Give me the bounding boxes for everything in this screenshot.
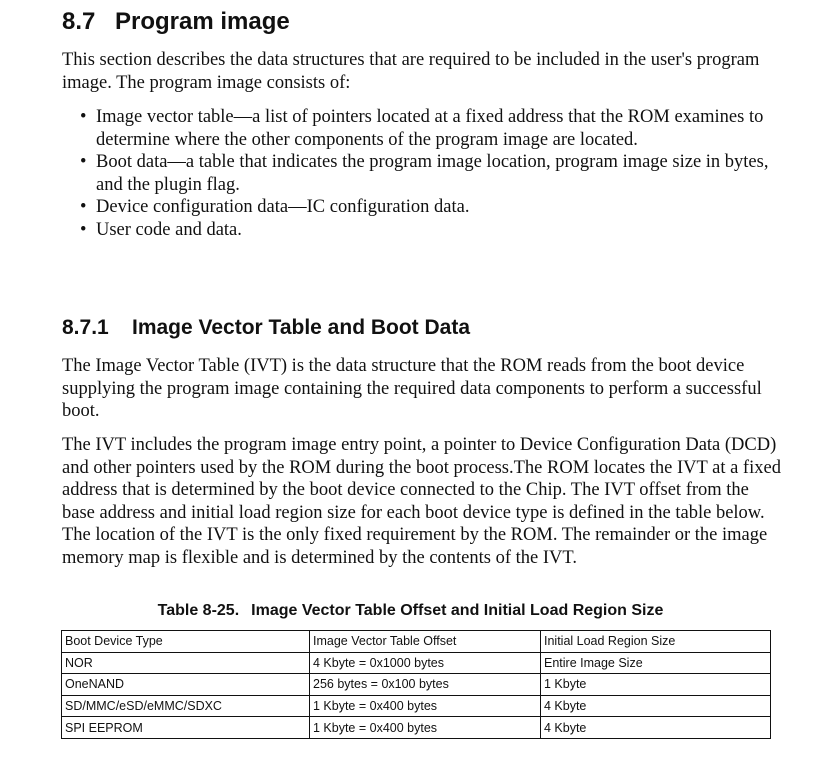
table-header-cell: Initial Load Region Size <box>541 631 771 653</box>
section-intro: This section describes the data structures that are required to be included in the user's program image. The program image consists of: <box>62 50 760 93</box>
section-heading <box>62 8 290 36</box>
section-title: Program image <box>115 8 290 35</box>
table-caption-text: Image Vector Table Offset and Initial Load Region Size <box>251 602 664 619</box>
table-cell: Entire Image Size <box>541 652 771 674</box>
list-item <box>80 196 770 219</box>
table-cell: SPI EEPROM <box>62 717 310 739</box>
table-header-cell: Image Vector Table Offset <box>310 631 541 653</box>
table-cell: NOR <box>62 652 310 674</box>
subsection-title: Image Vector Table and Boot Data <box>132 316 471 339</box>
paragraph: The IVT includes the program image entry point, a pointer to Device Configuration Data (DCD) and other pointers used by the ROM during the boot process.The ROM locates the IVT at a fixed address that is determined by the boot device connected to the Chip. The IVT offset from the base address and initial load region size for each boot device type is defined in the table below. The location of the IVT is the only fixed requirement by the ROM. The remainder or the image memory map is flexible and is determined by the contents of the IVT. <box>62 435 781 568</box>
table-cell: 4 Kbyte <box>541 717 771 739</box>
subsection-number: 8.7.1 <box>62 316 109 339</box>
table-caption <box>0 602 821 620</box>
table-number: Table 8-25. <box>157 602 240 619</box>
table-row <box>62 652 771 674</box>
table-cell: 256 bytes = 0x100 bytes <box>310 674 541 696</box>
list-item <box>80 106 770 151</box>
table-row <box>62 717 771 739</box>
table-cell: 1 Kbyte = 0x400 bytes <box>310 695 541 717</box>
bullet-marker: • <box>80 152 87 172</box>
table-cell: 4 Kbyte = 0x1000 bytes <box>310 652 541 674</box>
table-header-row <box>62 631 771 653</box>
list-item <box>80 219 770 242</box>
list-item-text: Image vector table—a list of pointers located at a fixed address that the ROM examines to determine where the other components of the program image are located. <box>96 107 764 150</box>
bullet-marker: • <box>80 107 87 127</box>
subsection-heading <box>62 316 470 340</box>
table-cell: OneNAND <box>62 674 310 696</box>
list-item-text: Boot data—a table that indicates the program image location, program image size in bytes, and the plugin flag. <box>96 152 769 195</box>
section-number: 8.7 <box>62 8 96 35</box>
bullet-list <box>80 106 770 241</box>
list-item <box>80 151 770 196</box>
table-cell: 1 Kbyte = 0x400 bytes <box>310 717 541 739</box>
ivt-offset-table <box>61 630 771 739</box>
table-row <box>62 674 771 696</box>
list-item-text: User code and data. <box>96 219 242 240</box>
table-cell: 1 Kbyte <box>541 674 771 696</box>
paragraph: The Image Vector Table (IVT) is the data structure that the ROM reads from the boot device supplying the program image containing the required data components to perform a successful boot. <box>62 356 762 421</box>
bullet-marker: • <box>80 197 87 217</box>
table-header-cell: Boot Device Type <box>62 631 310 653</box>
table-row <box>62 695 771 717</box>
table-cell: 4 Kbyte <box>541 695 771 717</box>
bullet-marker: • <box>80 219 87 240</box>
table-cell: SD/MMC/eSD/eMMC/SDXC <box>62 695 310 717</box>
list-item-text: Device configuration data—IC configuration data. <box>96 197 470 217</box>
